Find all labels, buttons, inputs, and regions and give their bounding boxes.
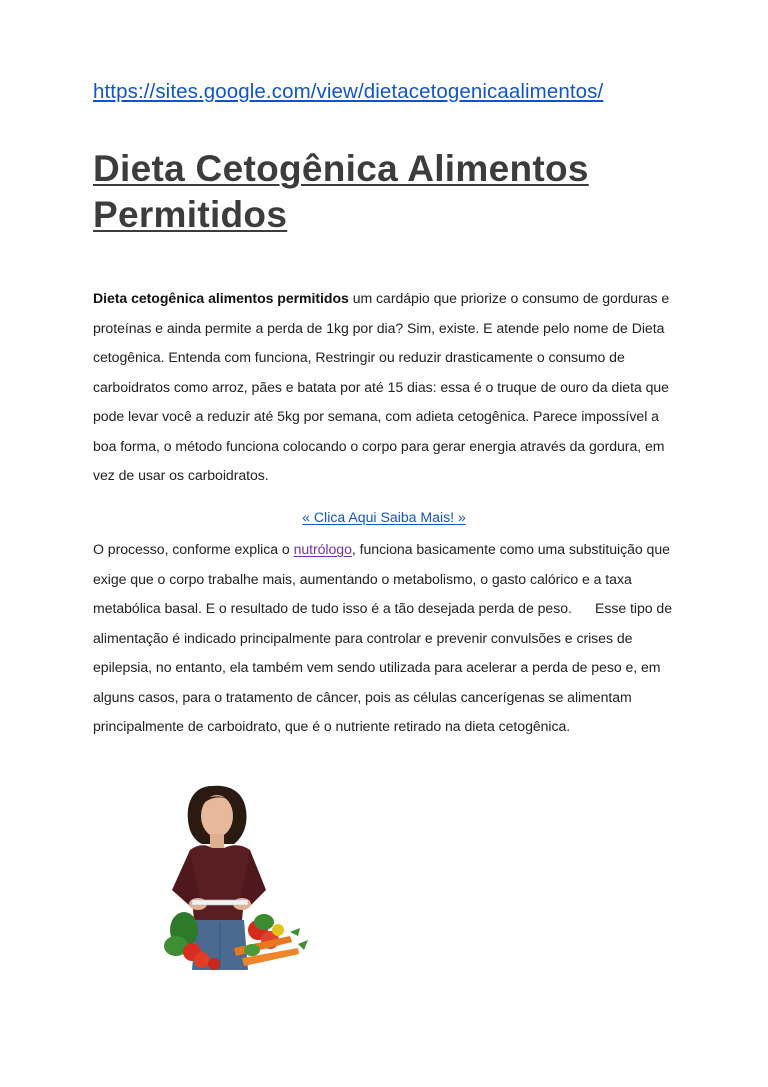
intro-bold-phrase: Dieta cetogênica alimentos permitidos [93, 290, 349, 306]
title-line-2: Permitidos [93, 194, 288, 235]
process-text-end: , funciona basicamente como uma substituição que exige que o corpo trabalhe mais, aumentando o metabolismo, o gasto calórico e a taxa metabólica basal. E o resultado de tudo isso é a tão desejada perda de peso. Esse tipo de alimentação é indicado principalmente para controlar e prevenir convulsões e crises de epilepsia, no entanto, ela também vem sendo utilizada para acelerar a perda de peso e, em alguns casos, para o tratamento de câncer, pois as células cancerígenas se alimentam principalmente de carboidrato, que é o nutriente retirado na dieta cetogênica. [93, 541, 676, 734]
title-line-1: Dieta Cetogênica Alimentos [93, 148, 589, 189]
article-title [93, 146, 713, 238]
process-text-start: O processo, conforme explica o [93, 541, 294, 557]
process-paragraph [93, 535, 685, 742]
nutrologo-link[interactable]: nutrólogo [293, 541, 352, 557]
cta-line [0, 506, 768, 528]
woman-vegetables-image [94, 780, 346, 970]
intro-text: um cardápio que priorize o consumo de gorduras e proteínas e ainda permite a perda de 1kg por dia? Sim, existe. E atende pelo nome de Dieta cetogênica. Entenda com funciona, Restringir ou reduzir drasticamente o consumo de carboidratos como arroz, pães e batata por até 15 dias: essa é o truque de ouro da dieta que pode levar você a reduzir até 5kg por semana, com adieta cetogênica. Parece impossível a boa forma, o método funciona colocando o corpo para gerar energia através da gordura, em vez de usar os carboidratos. [93, 290, 670, 483]
cta-link[interactable]: « Clica Aqui Saiba Mais! » [302, 509, 466, 525]
site-url-link[interactable]: https://sites.google.com/view/dietacetogenicaalimentos/ [93, 80, 604, 103]
intro-paragraph [93, 284, 685, 491]
